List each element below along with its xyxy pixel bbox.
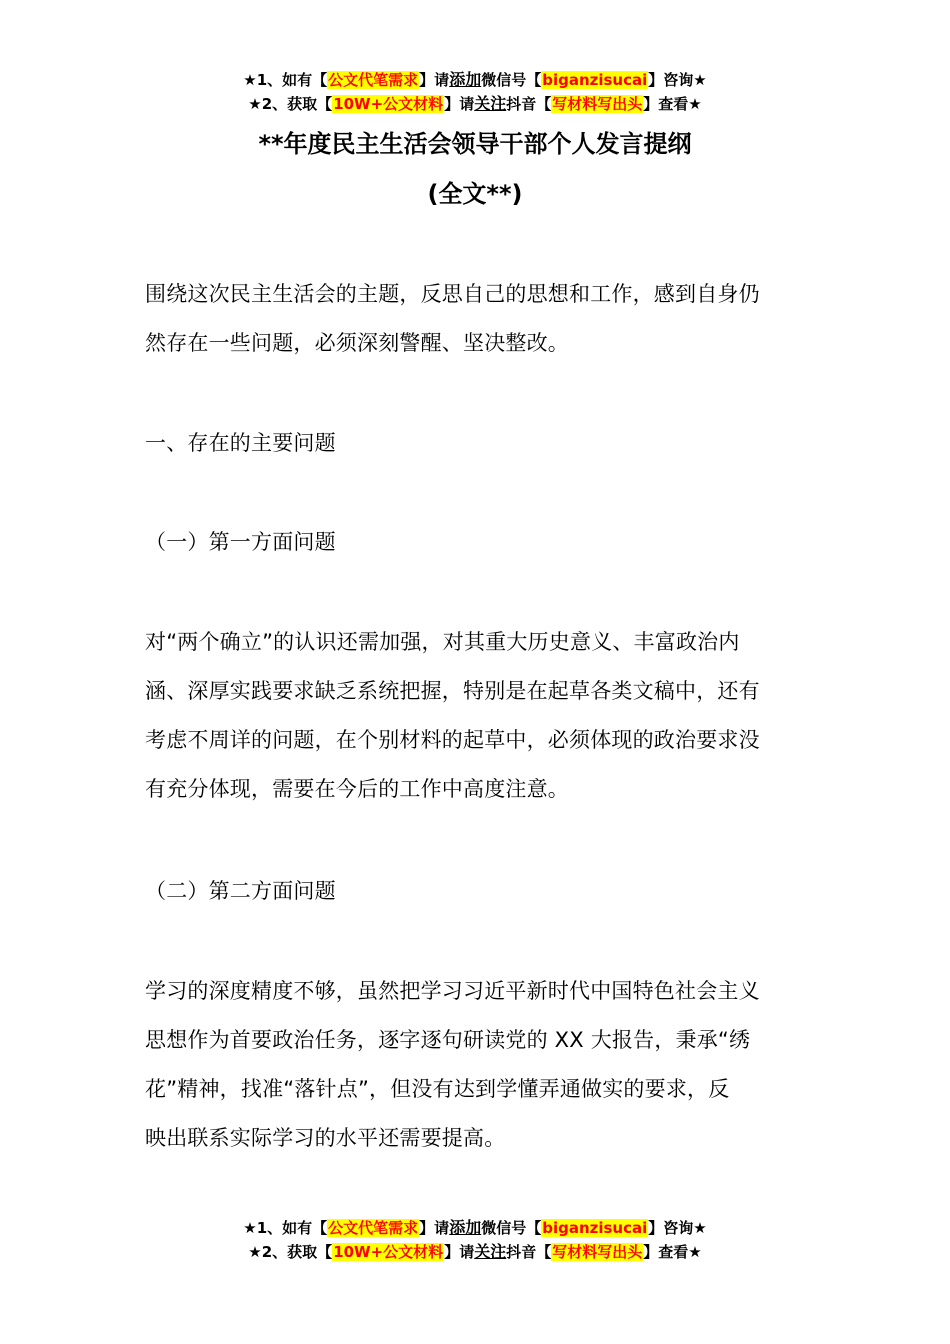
intro-line-2: 然存在一些问题，必须深刻警醒、坚决整改。	[145, 331, 569, 355]
banner-line-1-mid-1: 】请	[419, 71, 450, 89]
bottom-banner-line-1-highlight-2: biganzisucai	[542, 1219, 648, 1237]
bottom-banner-line-2	[0, 1240, 950, 1264]
subsection-1-heading: （一）第一方面问题	[145, 530, 336, 554]
bottom-banner-line-2-mid-1: 】请	[444, 1243, 475, 1261]
subsection-2-heading: （二）第二方面问题	[145, 879, 336, 903]
banner-line-1-suffix: 】咨询★	[648, 71, 707, 89]
bottom-banner-line-1-mid-2: 微信号【	[481, 1219, 542, 1237]
banner-line-1-mid-2: 微信号【	[481, 71, 542, 89]
banner-line-2-highlight-1: 10W+公文材料	[333, 95, 444, 113]
subsection-2-line-2: 思想作为首要政治任务，逐字逐句研读党的 XX 大报告，秉承“绣	[145, 1028, 751, 1052]
bottom-banner-line-2-mid-2: 抖音【	[506, 1243, 552, 1261]
bottom-banner-line-2-underline: 关注	[474, 1242, 507, 1261]
banner-line-2-highlight-2: 写材料写出头	[552, 95, 643, 113]
subsection-2-line-4: 映出联系实际学习的水平还需要提高。	[145, 1126, 506, 1150]
document-title-line-1: **年度民主生活会领导干部个人发言提纲	[258, 130, 692, 158]
banner-line-2-suffix: 】查看★	[643, 95, 702, 113]
bottom-banner-line-1-suffix: 】咨询★	[648, 1219, 707, 1237]
subsection-2-paragraph	[145, 967, 810, 1163]
banner-line-1	[0, 68, 950, 92]
subsection-1-paragraph	[145, 618, 810, 814]
banner-line-1-highlight-2: biganzisucai	[542, 71, 648, 89]
bottom-banner-line-2-highlight-2: 写材料写出头	[552, 1243, 643, 1261]
bottom-banner-line-1-highlight-1: 公文代笔需求	[328, 1219, 419, 1237]
bottom-banner-line-2-suffix: 】查看★	[643, 1243, 702, 1261]
banner-line-2	[0, 92, 950, 116]
banner-line-2-prefix: ★2、获取【	[248, 95, 333, 113]
intro-line-1: 围绕这次民主生活会的主题，反思自己的思想和工作，感到自身仍	[145, 282, 760, 306]
bottom-banner-line-1-underline: 添加	[449, 1218, 482, 1237]
banner-line-2-underline: 关注	[474, 94, 507, 113]
bottom-banner-line-1-mid-1: 】请	[419, 1219, 450, 1237]
bottom-banner	[0, 1216, 950, 1264]
bottom-banner-line-2-prefix: ★2、获取【	[248, 1243, 333, 1261]
document-title-line-2: (全文**)	[427, 180, 523, 208]
bottom-banner-line-2-highlight-1: 10W+公文材料	[333, 1243, 444, 1261]
banner-line-2-mid-2: 抖音【	[506, 95, 552, 113]
top-banner	[0, 68, 950, 116]
intro-paragraph	[145, 270, 810, 368]
banner-line-1-prefix: ★1、如有【	[243, 71, 328, 89]
banner-line-1-highlight-1: 公文代笔需求	[328, 71, 419, 89]
subsection-1-line-1: 对“两个确立”的认识还需加强，对其重大历史意义、丰富政治内	[145, 630, 740, 654]
subsection-1-line-4: 有充分体现，需要在今后的工作中高度注意。	[145, 777, 569, 801]
bottom-banner-line-1	[0, 1216, 950, 1240]
subsection-1-line-2: 涵、深厚实践要求缺乏系统把握，特别是在起草各类文稿中，还有	[145, 679, 760, 703]
bottom-banner-line-1-prefix: ★1、如有【	[243, 1219, 328, 1237]
subsection-2-line-1: 学习的深度精度不够，虽然把学习习近平新时代中国特色社会主义	[145, 979, 760, 1003]
section-1-heading: 一、存在的主要问题	[145, 431, 336, 455]
subsection-2-line-3: 花”精神，找准“落针点”，但没有达到学懂弄通做实的要求，反	[145, 1077, 730, 1101]
banner-line-2-mid-1: 】请	[444, 95, 475, 113]
banner-line-1-underline: 添加	[449, 70, 482, 89]
subsection-1-line-3: 考虑不周详的问题，在个别材料的起草中，必须体现的政治要求没	[145, 728, 760, 752]
